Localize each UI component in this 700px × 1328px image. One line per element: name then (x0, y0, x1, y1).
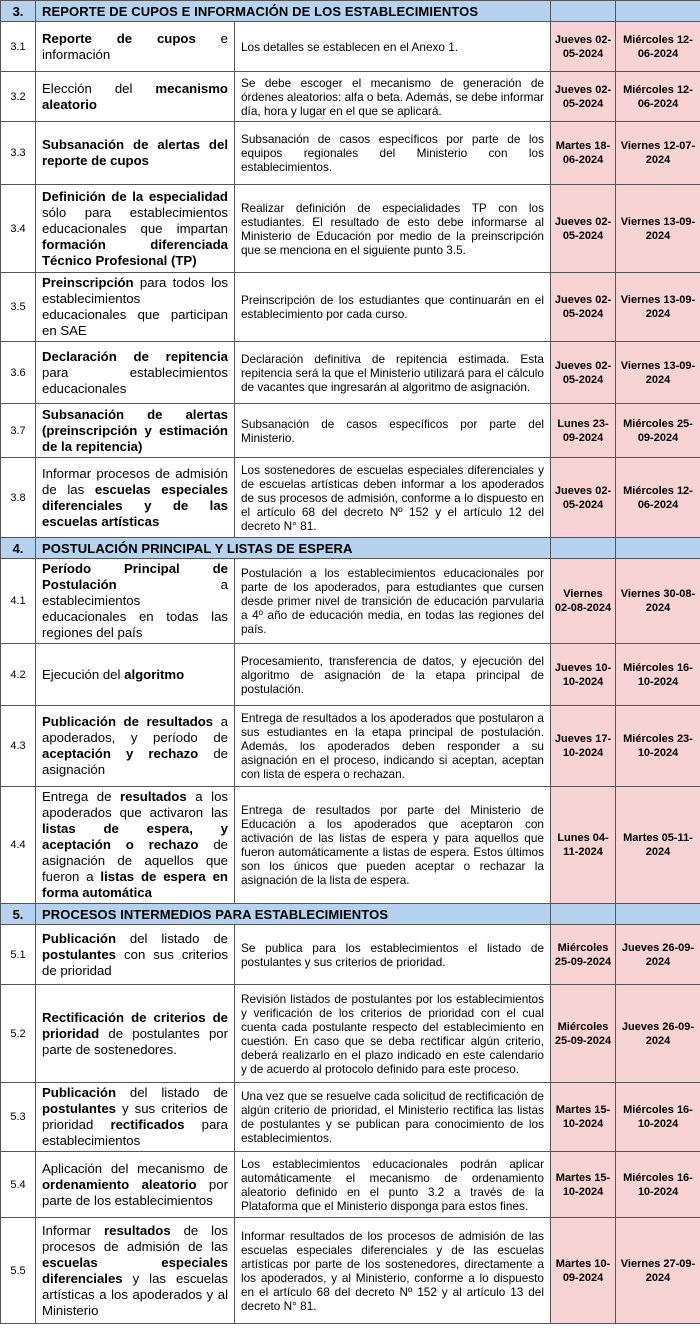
table-row (1, 985, 700, 1083)
table-row (1, 1218, 700, 1324)
start-date: Martes 15-10-2024 (551, 1083, 616, 1152)
section-header (1, 904, 700, 925)
description-cell: Los sostenedores de escuelas especiales diferenciales y de escuelas artísticas deben informar a los apoderados de sus procesos de admisión, conforme a lo dispuesto en el artículo 68 del decreto Nº 152 y el artículo 12 del decreto N° 81. (235, 458, 551, 538)
activity-text: escuelas especiales diferenciales (42, 1254, 228, 1286)
item-number: 4.1 (1, 559, 36, 644)
table-row (1, 22, 700, 72)
description-cell: Entrega de resultados a los apoderados que postularon a sus estudiantes en la etapa principal de postulación. Además, los apoderados deben responder a su asignación en el proceso, indicando si aceptan, aceptan con lista de espera o rechazan. (235, 706, 551, 787)
description-cell: Se publica para los establecimientos el listado de postulantes y sus criterios de prioridad. (235, 925, 551, 985)
activity-text: Subsanación de alertas (preinscripción y estimación de la repitencia) (42, 406, 228, 454)
end-date: Miércoles 23-10-2024 (616, 706, 700, 787)
end-date: Jueves 26-09-2024 (616, 985, 700, 1083)
start-date: Lunes 04-11-2024 (551, 787, 616, 904)
activity-text: de asignación de aquellos que fueron a (42, 837, 228, 884)
end-date: Viernes 13-09-2024 (616, 185, 700, 273)
start-date: Jueves 02-05-2024 (551, 342, 616, 404)
activity-cell (36, 1083, 235, 1152)
item-number: 4.4 (1, 787, 36, 904)
activity-text: mecanismo aleatorio (42, 80, 228, 112)
section-title: POSTULACIÓN PRINCIPAL Y LISTAS DE ESPERA (36, 538, 551, 559)
description-cell: Los detalles se establecen en el Anexo 1. (235, 22, 551, 72)
item-number: 5.4 (1, 1152, 36, 1218)
table-row (1, 1083, 700, 1152)
description-cell: Realizar definición de especialidades TP con los estudiantes. El resultado de esto debe informarse al Ministerio de Educación por medio de la preinscripción que se menciona en el siguiente punto 3.5. (235, 185, 551, 273)
description-cell: Subsanación de casos específicos por parte del Ministerio. (235, 404, 551, 458)
section-header (1, 1, 700, 22)
activity-text: Informar (42, 1222, 104, 1238)
activity-text: Publicación (42, 1085, 117, 1100)
activity-text: del listado de (116, 1085, 228, 1100)
activity-cell (36, 72, 235, 122)
activity-text: Aplicación del mecanismo de (42, 1160, 228, 1176)
activity-text: y sus criterios de prioridad (42, 1101, 228, 1132)
activity-text: de asignación (42, 746, 228, 777)
table-row (1, 404, 700, 458)
end-date: Viernes 13-09-2024 (616, 273, 700, 342)
activity-text: sólo para establecimientos educacionales que impartan (42, 204, 228, 236)
item-number: 5.5 (1, 1218, 36, 1324)
end-date: Miércoles 25-09-2024 (616, 404, 700, 458)
start-date: Jueves 17-10-2024 (551, 706, 616, 787)
activity-cell (36, 1152, 235, 1218)
start-date: Viernes 02-08-2024 (551, 559, 616, 644)
activity-cell (36, 122, 235, 185)
item-number: 4.3 (1, 706, 36, 787)
end-date: Jueves 26-09-2024 (616, 925, 700, 985)
activity-text: Reporte de cupos (42, 30, 196, 46)
activity-cell (36, 185, 235, 273)
section-number: 4. (1, 538, 36, 559)
description-cell: Subsanación de casos específicos por parte de los equipos regionales del Ministerio con los establecimientos. (235, 122, 551, 185)
table-row (1, 559, 700, 644)
activity-text: listas de espera, y aceptación o rechazo (42, 821, 228, 852)
activity-cell (36, 985, 235, 1083)
end-date: Viernes 27-09-2024 (616, 1218, 700, 1324)
activity-text: del listado de (116, 930, 228, 946)
end-date: Martes 05-11-2024 (616, 787, 700, 904)
end-date: Miércoles 16-10-2024 (616, 1152, 700, 1218)
table-row (1, 273, 700, 342)
description-cell: Se debe escoger el mecanismo de generación de órdenes aleatorios: alfa o beta. Además, se debe informar día, hora y lugar en el que se aplicará. (235, 72, 551, 122)
table-row (1, 644, 700, 706)
activity-text: por parte de los establecimientos (42, 1176, 228, 1208)
description-cell: Una vez que se resuelve cada solicitud de rectificación de algún criterio de prioridad, el Ministerio rectifica las listas de postulantes y se publican para conocimiento de los establecimientos. (235, 1083, 551, 1152)
section-number: 3. (1, 1, 36, 22)
activity-cell (36, 22, 235, 72)
end-date: Miércoles 12-06-2024 (616, 22, 700, 72)
activity-text: para establecimientos educacionales (42, 364, 228, 396)
item-number: 3.5 (1, 273, 36, 342)
activity-text: postulantes (42, 946, 117, 962)
description-cell: Procesamiento, transferencia de datos, y ejecución del algoritmo de asignación de la etapa principal de postulación. (235, 644, 551, 706)
activity-text: aceptación y rechazo (42, 746, 199, 761)
section-blank-start (551, 538, 616, 559)
table-row (1, 72, 700, 122)
section-number: 5. (1, 904, 36, 925)
activity-text: Elección del (42, 80, 156, 96)
start-date: Lunes 23-09-2024 (551, 404, 616, 458)
section-title: PROCESOS INTERMEDIOS PARA ESTABLECIMIENTOS (36, 904, 551, 925)
start-date: Martes 10-09-2024 (551, 1218, 616, 1324)
activity-text: Ejecución del (42, 666, 125, 682)
table-row (1, 787, 700, 904)
activity-text: para todos los establecimientos educacionales que participan en SAE (42, 275, 228, 338)
activity-text: ordenamiento aleatorio (42, 1176, 197, 1192)
activity-text: escuelas especiales diferenciales y de las escuelas artísticas (42, 481, 228, 529)
item-number: 5.1 (1, 925, 36, 985)
activity-cell (36, 1218, 235, 1324)
table-row (1, 122, 700, 185)
activity-cell (36, 458, 235, 538)
end-date: Miércoles 16-10-2024 (616, 1083, 700, 1152)
activity-cell (36, 273, 235, 342)
description-cell: Los establecimientos educacionales podrán aplicar automáticamente el mecanismo de ordenamiento aleatorio definido en el punto 3.2 a través de la Plataforma que el Ministerio disponga para estos fines. (235, 1152, 551, 1218)
activity-text: Rectificación de criterios de prioridad (42, 1009, 228, 1041)
section-blank-end (616, 1, 700, 22)
end-date: Miércoles 16-10-2024 (616, 644, 700, 706)
end-date: Viernes 12-07-2024 (616, 122, 700, 185)
item-number: 5.3 (1, 1083, 36, 1152)
table-row (1, 342, 700, 404)
activity-text: Informar procesos de admisión de las (42, 465, 228, 497)
start-date: Jueves 02-05-2024 (551, 185, 616, 273)
description-cell: Entrega de resultados por parte del Ministerio de Educación a los apoderados que aceptaron con activación de las listas de espera y para aquellos que fueron automáticamente a listas de espera. Estos últimos son los únicos que pueden aceptar o rechazar la asignación de la lista de espera. (235, 787, 551, 904)
start-date: Jueves 02-05-2024 (551, 72, 616, 122)
section-header (1, 538, 700, 559)
activity-text: formación diferenciada Técnico Profesional (TP) (42, 236, 228, 268)
activity-text: de postulantes por parte de sostenedores. (42, 1025, 228, 1057)
activity-text: Publicación de resultados (42, 714, 214, 729)
table-row (1, 185, 700, 273)
table-row (1, 925, 700, 985)
activity-text: Preinscripción (42, 275, 134, 290)
activity-text: postulantes (42, 1101, 117, 1116)
item-number: 3.3 (1, 122, 36, 185)
section-blank-start (551, 1, 616, 22)
item-number: 4.2 (1, 644, 36, 706)
activity-text: Subsanación de alertas del reporte de cupos (42, 137, 228, 168)
item-number: 5.2 (1, 985, 36, 1083)
section-title: REPORTE DE CUPOS E INFORMACIÓN DE LOS ESTABLECIMIENTOS (36, 1, 551, 22)
activity-text: para establecimientos (42, 1117, 229, 1148)
activity-text: a apoderados, y período de (42, 714, 228, 745)
item-number: 3.6 (1, 342, 36, 404)
activity-text: con sus criterios de prioridad (42, 946, 228, 978)
item-number: 3.4 (1, 185, 36, 273)
start-date: Jueves 02-05-2024 (551, 22, 616, 72)
end-date: Miércoles 12-06-2024 (616, 72, 700, 122)
start-date: Miércoles 25-09-2024 (551, 925, 616, 985)
item-number: 3.1 (1, 22, 36, 72)
description-cell: Preinscripción de los estudiantes que continuarán en el establecimiento por cada curso. (235, 273, 551, 342)
description-cell: Postulación a los establecimientos educacionales por parte de los apoderados, para estudiantes que cursen desde primer nivel de transición de educación parvularia a 4º año de educación media, en todas las regiones del país. (235, 559, 551, 644)
start-date: Jueves 02-05-2024 (551, 273, 616, 342)
activity-text: Publicación (42, 930, 117, 946)
end-date: Viernes 30-08-2024 (616, 559, 700, 644)
activity-cell (36, 706, 235, 787)
section-blank-end (616, 538, 700, 559)
start-date: Jueves 02-05-2024 (551, 458, 616, 538)
table-row (1, 706, 700, 787)
activity-cell (36, 559, 235, 644)
activity-text: a establecimientos educacionales en todas las regiones del país (42, 577, 228, 640)
activity-text: rectificados (110, 1117, 185, 1132)
start-date: Martes 15-10-2024 (551, 1152, 616, 1218)
activity-text: algoritmo (124, 666, 185, 682)
activity-cell (36, 342, 235, 404)
description-cell: Revisión listados de postulantes por los establecimientos y verificación de los criterios de prioridad con el cual cuenta cada postulante respecto del establecimiento en cuestión. En caso que se deba rectificar algún criterio, deberá realizarlo en el plazo indicado en este calendario y de acuerdo al protocolo definido para este proceso. (235, 985, 551, 1083)
activity-text: resultados (119, 789, 187, 804)
start-date: Jueves 10-10-2024 (551, 644, 616, 706)
section-blank-start (551, 904, 616, 925)
activity-cell (36, 925, 235, 985)
description-cell: Declaración definitiva de repitencia estimada. Esta repitencia será la que el Ministerio utilizará para el cálculo de vacantes que ingresarán al algoritmo de asignación. (235, 342, 551, 404)
activity-cell (36, 644, 235, 706)
activity-text: Entrega de (42, 789, 120, 804)
start-date: Martes 18-06-2024 (551, 122, 616, 185)
activity-text: y las escuelas artísticas a los apoderados y al Ministerio (42, 1270, 228, 1318)
table-row (1, 1152, 700, 1218)
activity-text: a los apoderados que activaron las (42, 789, 228, 820)
section-blank-end (616, 904, 700, 925)
activity-text: Definición de la especialidad (42, 188, 228, 204)
activity-text: de los procesos de admisión de las (42, 1222, 229, 1254)
start-date: Miércoles 25-09-2024 (551, 985, 616, 1083)
end-date: Viernes 13-09-2024 (616, 342, 700, 404)
activity-cell (36, 404, 235, 458)
activity-text: listas de espera en forma automática (42, 869, 228, 900)
activity-text: Período Principal de Postulación (42, 561, 228, 592)
activity-text: Declaración de repitencia (42, 348, 228, 364)
item-number: 3.2 (1, 72, 36, 122)
end-date: Miércoles 12-06-2024 (616, 458, 700, 538)
activity-text: resultados (104, 1222, 171, 1238)
item-number: 3.7 (1, 404, 36, 458)
description-cell: Informar resultados de los procesos de admisión de las escuelas especiales diferenciales y de las escuelas artísticas por parte de los sostenedores, directamente a los apoderados, y al Ministerio, conforme a lo dispuesto en el artículo 68 del decreto Nº 152 y al artículo 13 del decreto N° 81. (235, 1218, 551, 1324)
item-number: 3.8 (1, 458, 36, 538)
activity-cell (36, 787, 235, 904)
table-row (1, 458, 700, 538)
activity-text: e información (42, 30, 228, 62)
